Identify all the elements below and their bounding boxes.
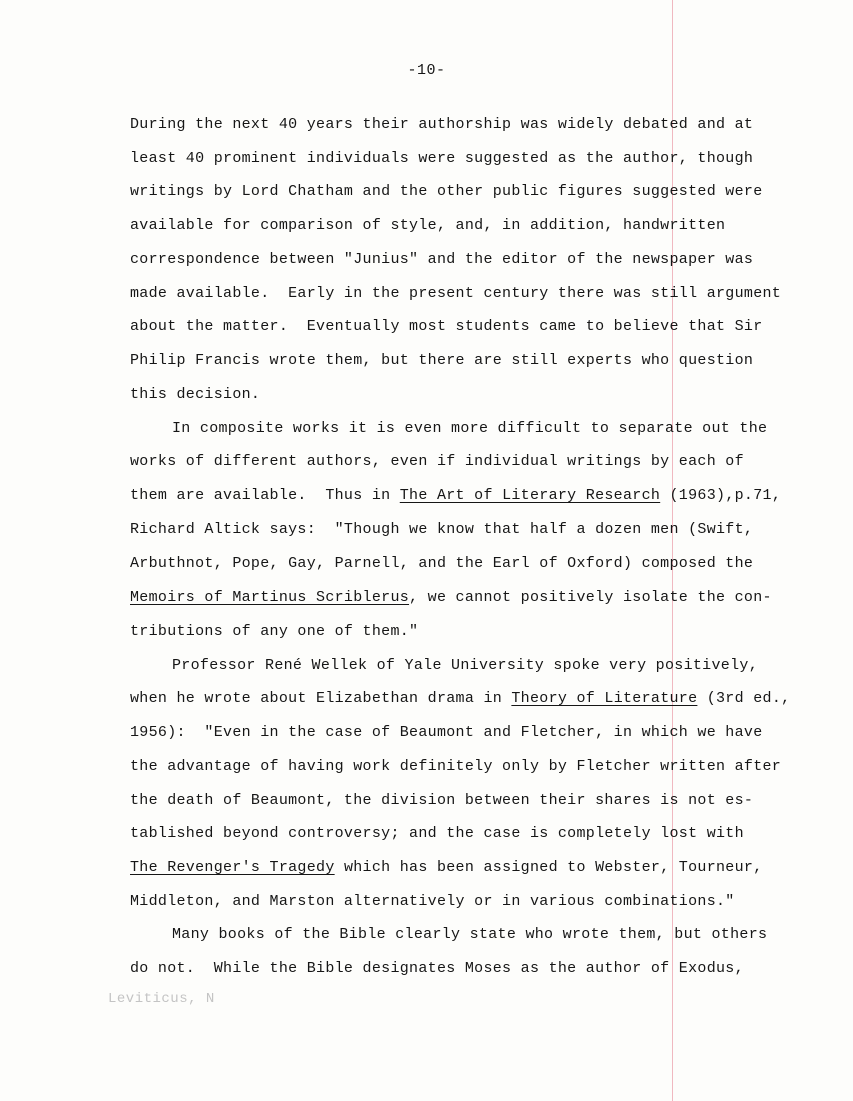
paragraph-3-line-4: the advantage of having work definitely only by Fletcher written after — [130, 758, 782, 775]
paragraph-2-line-3 — [130, 487, 781, 505]
paragraph-4-line-1: Many books of the Bible clearly state who wrote them, but others — [172, 926, 768, 943]
paragraph-4-line-2: do not. While the Bible designates Moses as the author of Exodus, — [130, 960, 744, 977]
paragraph-1-line-8: Philip Francis wrote them, but there are still experts who question — [130, 352, 754, 369]
paragraph-3-line-3: 1956): "Even in the case of Beaumont and Fletcher, in which we have — [130, 724, 763, 741]
paragraph-1-line-5: correspondence between "Junius" and the editor of the newspaper was — [130, 251, 754, 268]
page-number: -10- — [407, 62, 446, 79]
paragraph-1-line-1: During the next 40 years their authorship was widely debated and at — [130, 116, 754, 133]
paragraph-2-line-3-end: (1963),p.71, — [660, 487, 782, 504]
paragraph-3-line-2-end: (3rd ed., — [697, 690, 791, 707]
paragraph-1-line-7: about the matter. Eventually most students came to believe that Sir — [130, 318, 763, 335]
paragraph-3-line-8: Middleton, and Marston alternatively or in various combinations." — [130, 893, 735, 910]
paragraph-2-line-4: Richard Altick says: "Though we know that half a dozen men (Swift, — [130, 521, 754, 538]
paragraph-1-line-2: least 40 prominent individuals were suggested as the author, though — [130, 150, 754, 167]
paragraph-2-line-3-start: them are available. Thus in — [130, 487, 400, 504]
paragraph-2-line-6-end: , we cannot positively isolate the con- — [409, 589, 772, 606]
paragraph-3-line-7 — [130, 859, 763, 877]
paragraph-2-line-6 — [130, 589, 772, 607]
paragraph-3-line-5: the death of Beaumont, the division between their shares is not es- — [130, 792, 754, 809]
bleed-through-text: Leviticus, N — [108, 991, 215, 1007]
paragraph-1-line-9: this decision. — [130, 386, 261, 403]
paragraph-2-line-2: works of different authors, even if individual writings by each of — [130, 453, 744, 470]
paragraph-3-line-6: tablished beyond controversy; and the case is completely lost with — [130, 825, 744, 842]
paragraph-3-line-2-start: when he wrote about Elizabethan drama in — [130, 690, 512, 707]
paragraph-3-line-7-end: which has been assigned to Webster, Tourneur, — [334, 859, 763, 876]
paragraph-2-line-1: In composite works it is even more difficult to separate out the — [172, 420, 768, 437]
book-title-memoirs-of-martinus-scriblerus: Memoirs of Martinus Scriblerus — [130, 589, 410, 606]
book-title-theory-of-literature: Theory of Literature — [511, 690, 698, 707]
book-title-art-of-literary-research: The Art of Literary Research — [399, 487, 661, 504]
paragraph-3-line-2 — [130, 690, 790, 708]
paragraph-2-line-7: tributions of any one of them." — [130, 623, 419, 640]
book-title-revengers-tragedy: The Revenger's Tragedy — [130, 859, 335, 876]
paragraph-1-line-3: writings by Lord Chatham and the other public figures suggested were — [130, 183, 763, 200]
paragraph-1-line-6: made available. Early in the present century there was still argument — [130, 285, 782, 302]
paragraph-2-line-5: Arbuthnot, Pope, Gay, Parnell, and the Earl of Oxford) composed the — [130, 555, 754, 572]
paragraph-1-line-4: available for comparison of style, and, in addition, handwritten — [130, 217, 726, 234]
paragraph-3-line-1: Professor René Wellek of Yale University spoke very positively, — [172, 657, 758, 674]
